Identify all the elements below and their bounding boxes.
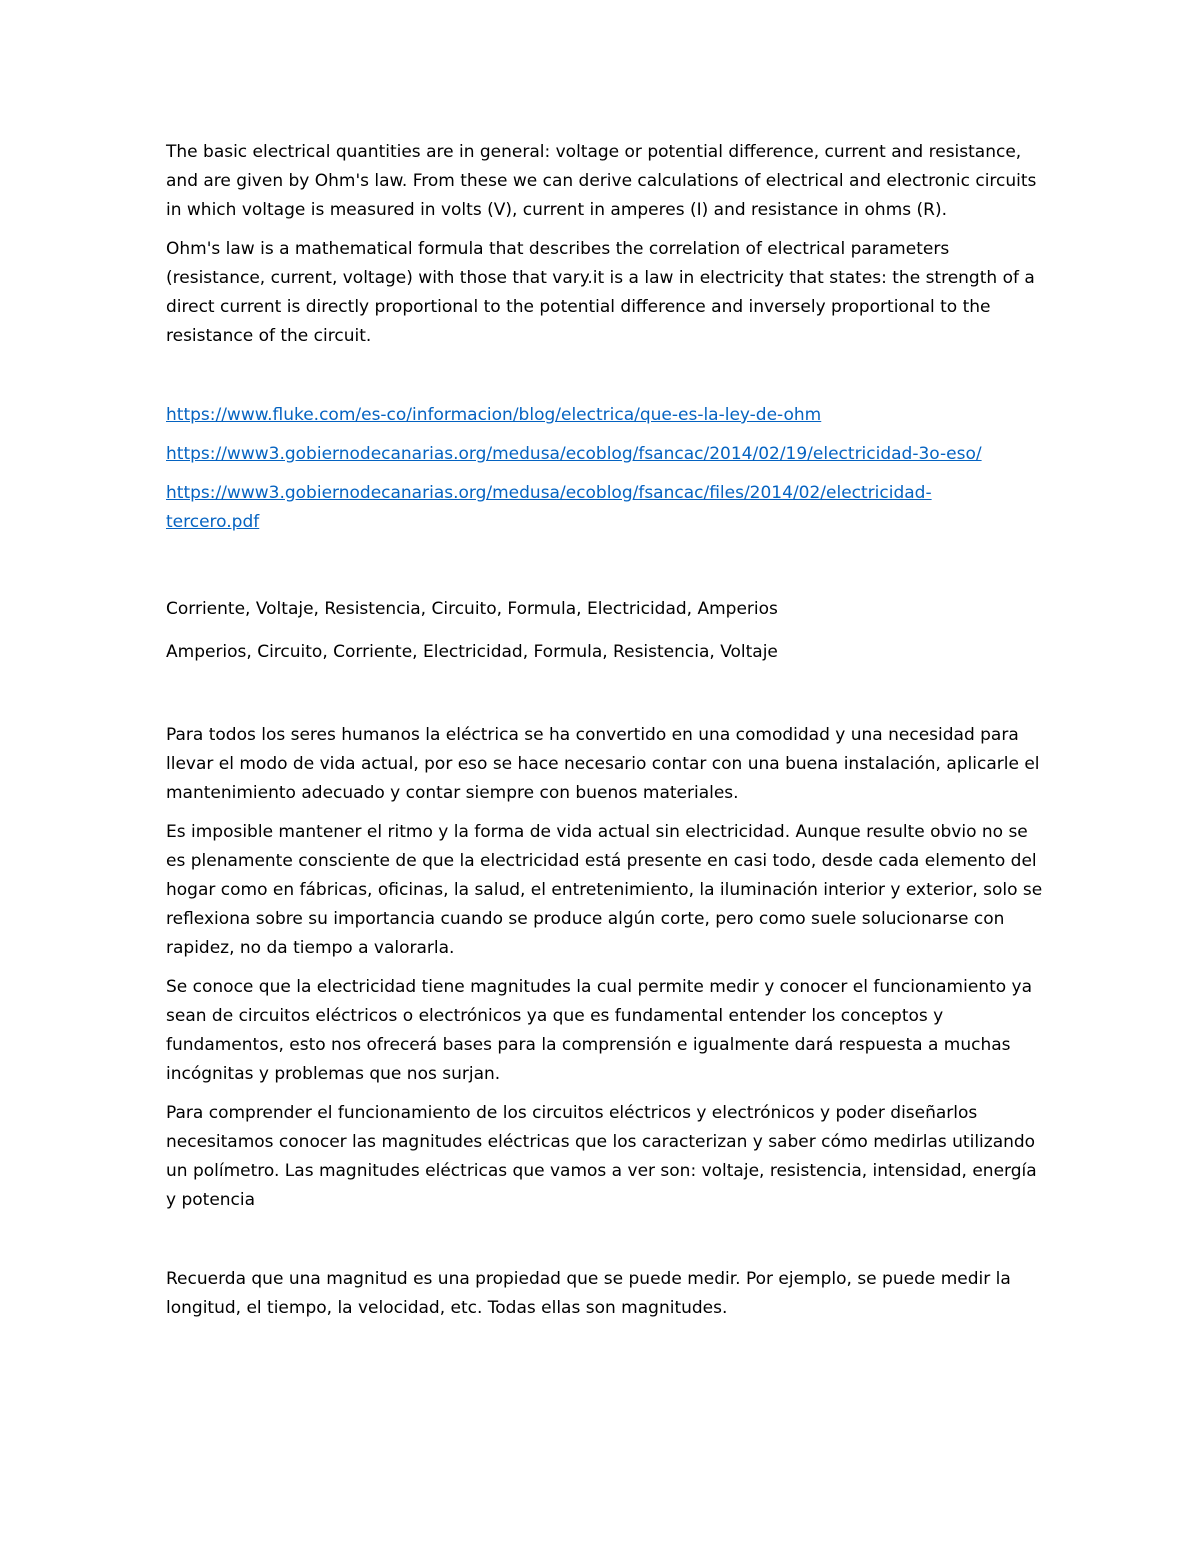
keywords-list-1: Corriente, Voltaje, Resistencia, Circuito, Formula, Electricidad, Amperios <box>166 599 778 619</box>
reference-link-canarias-eso[interactable]: https://www3.gobiernodecanarias.org/medusa/ecoblog/fsancac/2014/02/19/electricidad-3o-eso/ <box>166 444 982 464</box>
intro-paragraph-1: The basic electrical quantities are in general: voltage or potential difference, current and resistance, and are given by Ohm's law. From these we can derive calculations of electrical and electronic circuits in which voltage is measured in volts (V), current in amperes (I) and resistance in ohms (R). <box>166 142 1037 220</box>
spacer <box>166 1225 1046 1265</box>
spacer <box>166 547 1046 595</box>
spacer <box>166 681 1046 721</box>
intro-paragraph-2: Ohm's law is a mathematical formula that describes the correlation of electrical parameters (resistance, current, voltage) with those that vary.it is a law in electricity that states: the strength of a direct current is directly proportional to the potential difference and inversely proportional to the resistance of the circuit. <box>166 239 1035 346</box>
spanish-paragraph-2: Es imposible mantener el ritmo y la forma de vida actual sin electricidad. Aunque resulte obvio no se es plenamente consciente de que la electricidad está presente en casi todo, desde cada elemento del hogar como en fábricas, oficinas, la salud, el entretenimiento, la iluminación interior y exterior, solo se reflexiona sobre su importancia cuando se produce algún corte, pero como suele solucionarse con rapidez, no da tiempo a valorarla. <box>166 822 1043 958</box>
final-paragraph: Recuerda que una magnitud es una propiedad que se puede medir. Por ejemplo, se puede medir la longitud, el tiempo, la velocidad, etc. Todas ellas son magnitudes. <box>166 1269 1011 1318</box>
document-page <box>166 138 1046 1333</box>
reference-link-canarias-pdf-line-2: tercero.pdf <box>166 512 260 532</box>
reference-link-fluke[interactable]: https://www.fluke.com/es-co/informacion/blog/electrica/que-es-la-ley-de-ohm <box>166 405 822 425</box>
spacer <box>166 361 1046 401</box>
reference-link-canarias-pdf-line-1: https://www3.gobiernodecanarias.org/medusa/ecoblog/fsancac/files/2014/02/electricidad- <box>166 483 932 503</box>
spanish-paragraph-1: Para todos los seres humanos la eléctrica se ha convertido en una comodidad y una necesidad para llevar el modo de vida actual, por eso se hace necesario contar con una buena instalación, aplicarle el mantenimiento adecuado y contar siempre con buenos materiales. <box>166 725 1040 803</box>
reference-link-canarias-pdf[interactable] <box>166 479 1046 537</box>
keywords-list-2: Amperios, Circuito, Corriente, Electricidad, Formula, Resistencia, Voltaje <box>166 642 778 662</box>
spanish-paragraph-3: Se conoce que la electricidad tiene magnitudes la cual permite medir y conocer el funcionamiento ya sean de circuitos eléctricos o electrónicos ya que es fundamental entender los conceptos y fundamentos, esto nos ofrecerá bases para la comprensión e igualmente dará respuesta a muchas incógnitas y problemas que nos surjan. <box>166 977 1033 1084</box>
spanish-paragraph-4: Para comprender el funcionamiento de los circuitos eléctricos y electrónicos y poder diseñarlos necesitamos conocer las magnitudes eléctricas que los caracterizan y saber cómo medirlas utilizando un polímetro. Las magnitudes eléctricas que vamos a ver son: voltaje, resistencia, intensidad, energía y potencia <box>166 1103 1037 1210</box>
